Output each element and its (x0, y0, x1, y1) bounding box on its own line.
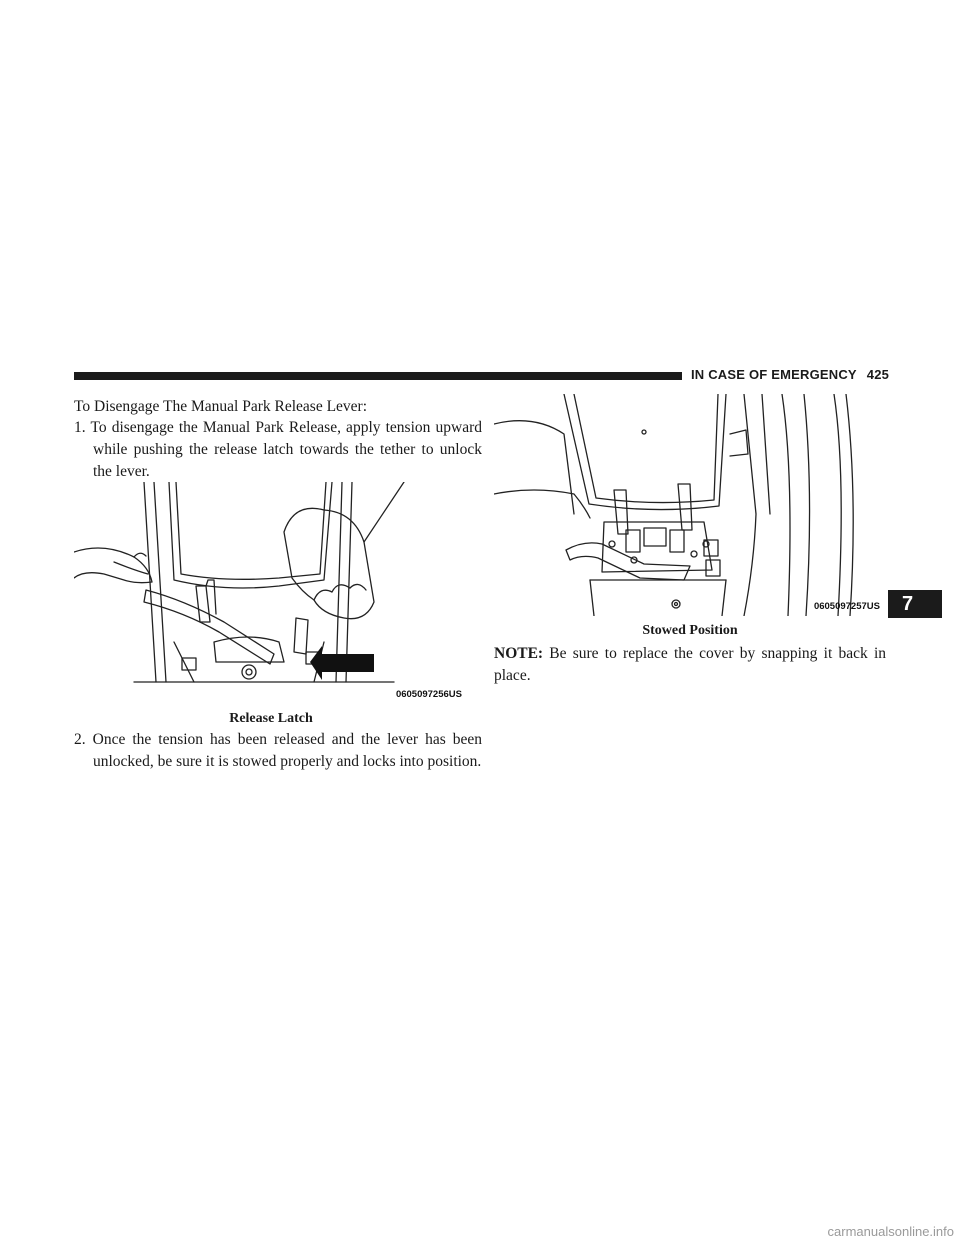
note-label: NOTE: (494, 645, 544, 662)
stowed-position-drawing (494, 394, 886, 616)
chapter-tab (888, 590, 942, 618)
note-text: Be sure to replace the cover by snapping it back in place. (494, 645, 886, 684)
release-latch-drawing (74, 482, 468, 704)
running-header (691, 366, 889, 384)
chapter-number: 7 (902, 593, 914, 615)
note-paragraph (494, 643, 886, 687)
header-rule (74, 372, 682, 380)
step-2: 2. Once the tension has been released and the lever has been unlocked, be sure it is stowed properly and locks into position. (74, 731, 482, 770)
figure-2-code: 0605097257US (813, 601, 880, 612)
release-latch-illustration (74, 482, 468, 704)
watermark: carmanualsonline.info (827, 1224, 954, 1239)
section-title: IN CASE OF EMERGENCY (691, 367, 857, 382)
intro-heading: To Disengage The Manual Park Release Lever: (74, 398, 368, 415)
figure-2-caption: Stowed Position (642, 623, 738, 638)
push-arrow-icon (310, 646, 374, 680)
figure-1-code: 0605097256US (395, 689, 462, 700)
step-1: 1. To disengage the Manual Park Release, apply tension upward while pushing the release latch towards the tether to unlock the lever. (74, 419, 482, 480)
stowed-position-illustration (494, 394, 886, 616)
figure-1-caption: Release Latch (229, 711, 313, 726)
page-number: 425 (866, 367, 890, 382)
